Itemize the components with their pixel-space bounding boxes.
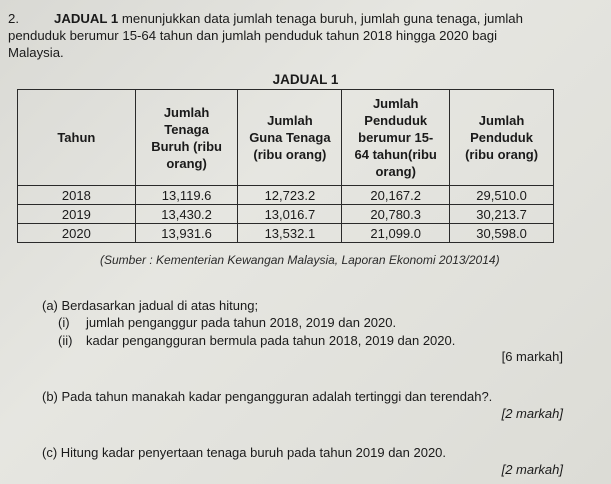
question-a-i-number: (i) — [58, 315, 70, 330]
cell-year: 2020 — [18, 224, 136, 243]
question-c-text: (c) Hitung kadar penyertaan tenaga buruh pada tahun 2019 dan 2020. — [42, 445, 447, 460]
intro-heading: JADUAL 1 — [54, 11, 119, 26]
question-a-ii — [58, 332, 455, 349]
cell-tenaga-buruh: 13,931.6 — [135, 224, 238, 243]
cell-penduduk: 30,598.0 — [450, 224, 554, 243]
header-penduduk-15-64: Jumlah Penduduk berumur 15- 64 tahun(ribu orang) — [342, 90, 450, 186]
cell-penduduk-15-64: 20,167.2 — [342, 186, 450, 205]
question-c-marks: [2 markah] — [501, 462, 563, 477]
intro-line-2: penduduk berumur 15-64 tahun dan jumlah penduduk tahun 2018 hingga 2020 bagi — [8, 28, 498, 43]
intro-line-1 — [8, 10, 600, 27]
table-row — [18, 205, 554, 224]
question-a-marks: [6 markah] — [501, 349, 563, 364]
table-title: JADUAL 1 — [272, 72, 339, 87]
question-b-text: (b) Pada tahun manakah kadar pengangguran adalah tertinggi dan terendah?. — [42, 389, 493, 404]
cell-penduduk: 29,510.0 — [450, 186, 554, 205]
cell-guna-tenaga: 13,532.1 — [238, 224, 342, 243]
header-tenaga-buruh: Jumlah Tenaga Buruh (ribu orang) — [135, 90, 238, 186]
question-intro — [8, 10, 600, 61]
question-a-stem: (a) Berdasarkan jadual di atas hitung; — [42, 298, 259, 313]
question-a-ii-text: kadar pengangguran bermula pada tahun 2018, 2019 dan 2020. — [86, 333, 456, 348]
question-a-ii-number: (ii) — [58, 333, 73, 348]
cell-year: 2018 — [18, 186, 136, 205]
cell-penduduk-15-64: 21,099.0 — [342, 224, 450, 243]
data-table — [17, 89, 554, 243]
table-row — [18, 186, 554, 205]
header-tahun: Tahun — [18, 90, 136, 186]
cell-guna-tenaga: 13,016.7 — [238, 205, 342, 224]
table-row — [18, 224, 554, 243]
cell-penduduk: 30,213.7 — [450, 205, 554, 224]
intro-text-1: menunjukkan data jumlah tenaga buruh, jumlah guna tenaga, jumlah — [118, 11, 523, 26]
question-a-i — [58, 314, 396, 331]
cell-guna-tenaga: 12,723.2 — [238, 186, 342, 205]
cell-penduduk-15-64: 20,780.3 — [342, 205, 450, 224]
cell-year: 2019 — [18, 205, 136, 224]
table-source: (Sumber : Kementerian Kewangan Malaysia, Laporan Ekonomi 2013/2014) — [100, 253, 500, 267]
header-guna-tenaga: Jumlah Guna Tenaga (ribu orang) — [238, 90, 342, 186]
intro-line-3: Malaysia. — [8, 45, 64, 60]
header-penduduk: Jumlah Penduduk (ribu orang) — [450, 90, 554, 186]
cell-tenaga-buruh: 13,119.6 — [135, 186, 238, 205]
question-b-marks: [2 markah] — [501, 406, 563, 421]
table-header-row — [18, 90, 554, 186]
question-a-i-text: jumlah penganggur pada tahun 2018, 2019 dan 2020. — [86, 315, 397, 330]
question-number: 2. — [8, 11, 19, 26]
cell-tenaga-buruh: 13,430.2 — [135, 205, 238, 224]
